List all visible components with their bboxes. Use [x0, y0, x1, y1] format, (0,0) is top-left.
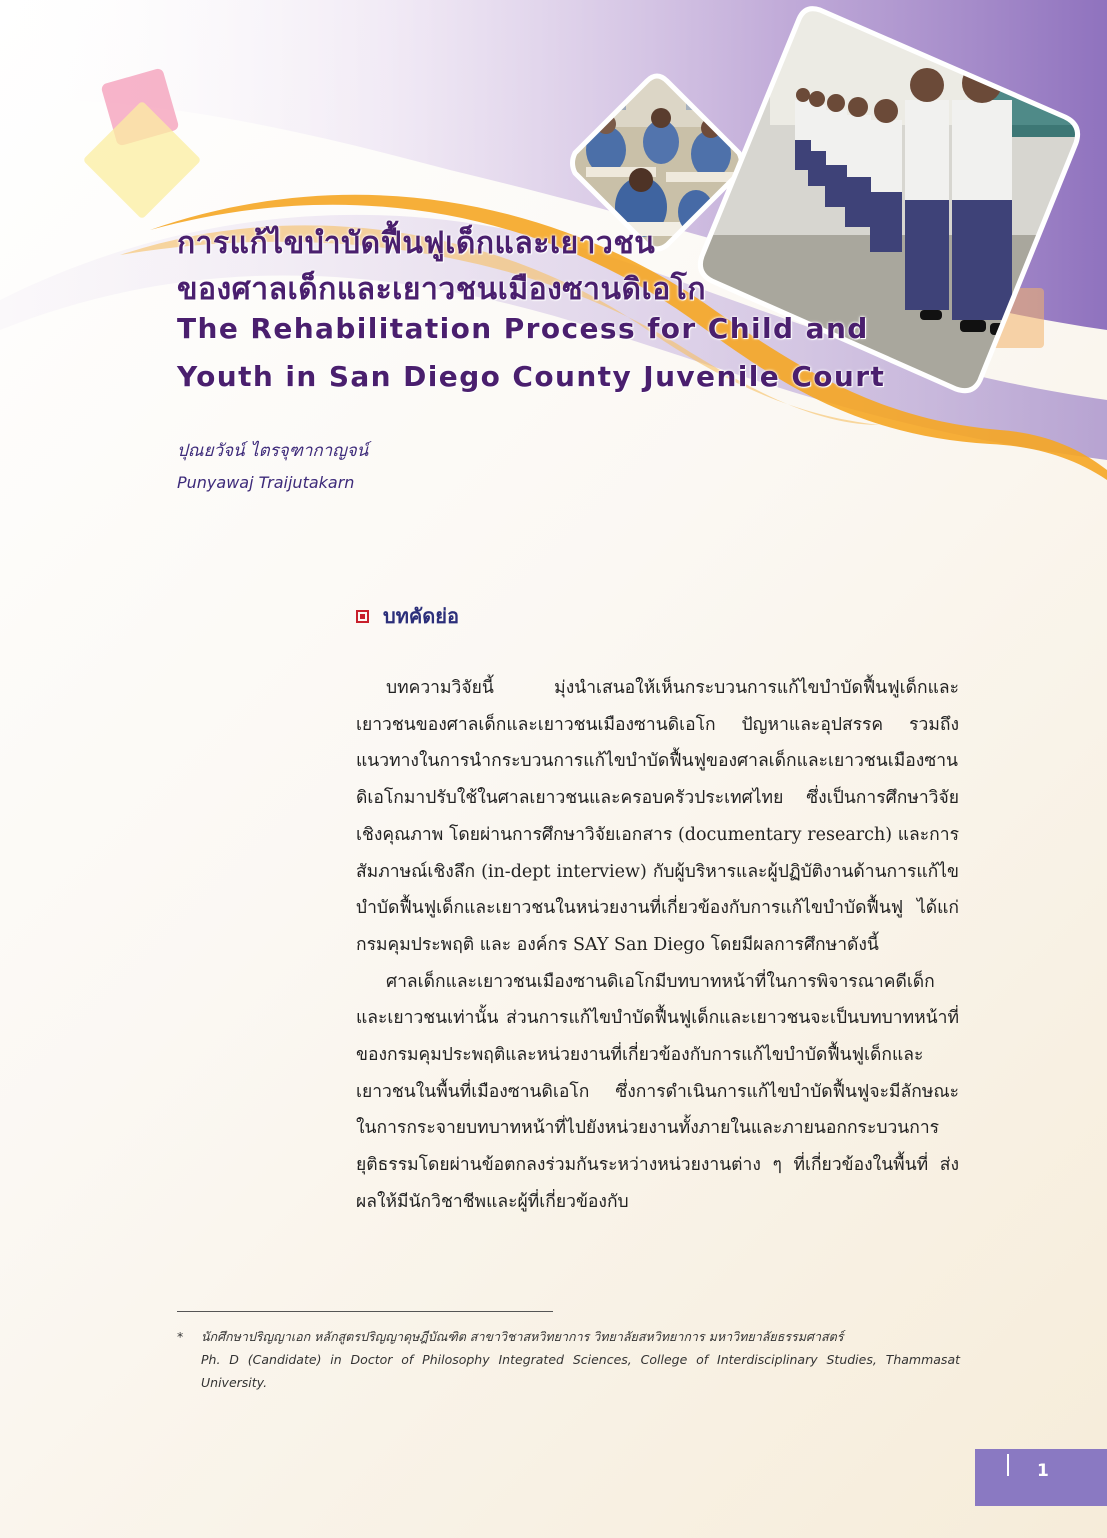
title-thai-line2: ของศาลเด็กและเยาวชนเมืองซานดิเอโก	[177, 272, 707, 307]
square-bullet-icon	[356, 610, 369, 623]
title-english-line2: Youth in San Diego County Juvenile Court	[177, 360, 886, 393]
footnote-thai: นักศึกษาปริญญาเอก หลักสูตรปริญญาดุษฎีบัณฑิต สาขาวิชาสหวิทยาการ วิทยาลัยสหวิทยาการ มหาวิทยาลัยธรรมศาสตร์	[201, 1329, 844, 1344]
author-thai: ปุณยวัจน์ ไตรจุฑากาญจน์	[177, 441, 369, 461]
abstract-paragraph-1: บทความวิจัยนี้ มุ่งนำเสนอให้เห็นกระบวนการแก้ไขบำบัดฟื้นฟูเด็กและเยาวชนของศาลเด็กและเยาวชนเมืองซานดิเอโก ปัญหาและอุปสรรค รวมถึงแนวทางในการนำกระบวนการแก้ไขบำบัดฟื้นฟูของศาลเด็กและเยาวชนเมืองซานดิเอโกมาปรับใช้ในศาลเยาวชนและครอบครัวประเทศไทย ซึ่งเป็นการศึกษาวิจัยเชิงคุณภาพ โดยผ่านการศึกษาวิจัยเอกสาร (documentary research) และการสัมภาษณ์เชิงลึก (in-dept interview) กับผู้บริหารและผู้ปฏิบัติงานด้านการแก้ไขบำบัดฟื้นฟูเด็กและเยาวชนในหน่วยงานที่เกี่ยวข้องกับการแก้ไขบำบัดฟื้นฟู ได้แก่ กรมคุมประพฤติ และ องค์กร SAY San Diego โดยมีผลการศึกษาดังนี้	[356, 678, 959, 955]
footnote-english: Ph. D (Candidate) in Doctor of Philosophy Integrated Sciences, College of Interdisciplinary Studies, Thammasat University.	[201, 1352, 960, 1390]
page-number-divider	[1007, 1454, 1009, 1476]
abstract-heading	[356, 600, 459, 632]
footnote	[177, 1325, 960, 1394]
page-number: 1	[1037, 1461, 1049, 1481]
abstract-paragraph-2: ศาลเด็กและเยาวชนเมืองซานดิเอโกมีบทบาทหน้าที่ในการพิจารณาคดีเด็กและเยาวชนเท่านั้น ส่วนการแก้ไขบำบัดฟื้นฟูเด็กและเยาวชนจะเป็นบทบาทหน้าที่ของกรมคุมประพฤติและหน่วยงานที่เกี่ยวข้องกับการแก้ไขบำบัดฟื้นฟูเด็กและเยาวชนในพื้นที่เมืองซานดิเอโก ซึ่งการดำเนินการแก้ไขบำบัดฟื้นฟูจะมีลักษณะในการกระจายบทบาทหน้าที่ไปยังหน่วยงานทั้งภายในและภายนอกกระบวนการยุติธรรมโดยผ่านข้อตกลงร่วมกันระหว่างหน่วยงานต่าง ๆ ที่เกี่ยวข้องในพื้นที่ ส่งผลให้มีนักวิชาชีพและผู้ที่เกี่ยวข้องกับ	[356, 971, 959, 1212]
title-thai-line1: การแก้ไขบำบัดฟื้นฟูเด็กและเยาวชน	[177, 226, 656, 261]
abstract-label: บทคัดย่อ	[383, 604, 459, 628]
page-number-box	[975, 1449, 1107, 1506]
title-english-line1: The Rehabilitation Process for Child and	[177, 312, 869, 345]
footnote-divider	[177, 1311, 553, 1312]
author-english: Punyawaj Traijutakarn	[177, 473, 355, 492]
footnote-marker: *	[177, 1329, 184, 1344]
abstract-body	[356, 670, 959, 1221]
